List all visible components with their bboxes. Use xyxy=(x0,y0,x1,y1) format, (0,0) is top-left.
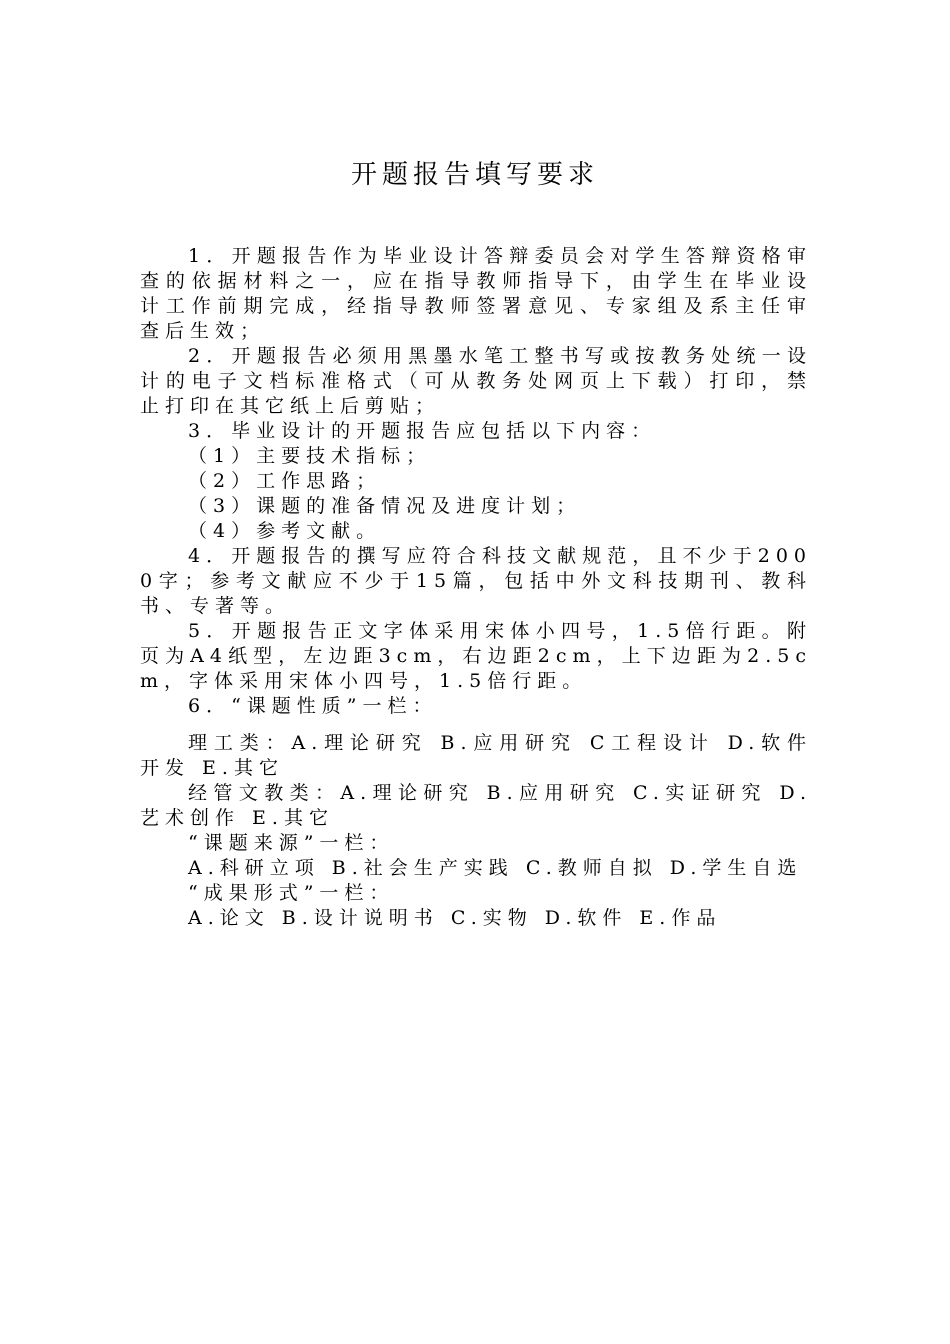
document-body xyxy=(140,244,812,931)
page-title: 开题报告填写要求 xyxy=(350,160,599,190)
requirement-5: 5．开题报告正文字体采用宋体小四号，1.5倍行距。附页为A4纸型，左边距3cm，右边距2cm，上下边距为2.5cm，字体采用宋体小四号，1.5倍行距。 xyxy=(140,620,812,692)
requirement-1: 1．开题报告作为毕业设计答辩委员会对学生答辩资格审查的依据材料之一，应在指导教师指导下，由学生在毕业设计工作前期完成，经指导教师签署意见、专家组及系主任审查后生效； xyxy=(140,245,812,342)
requirement-4: 4．开题报告的撰写应符合科技文献规范，且不少于2000字；参考文献应不少于15篇，包括中外文科技期刊、教科书、专著等。 xyxy=(140,545,812,617)
content-item-4: （4）参考文献。 xyxy=(188,520,382,542)
requirement-2: 2．开题报告必须用黑墨水笔工整书写或按教务处统一设计的电子文档标准格式（可从教务处网页上下载）打印，禁止打印在其它纸上后剪贴； xyxy=(140,345,812,417)
result-heading: “成果形式”一栏： xyxy=(188,882,395,904)
content-item-2: （2）工作思路； xyxy=(188,470,382,492)
nature-science: 理工类：A.理论研究 B.应用研究 C工程设计 D.软件开发 E.其它 xyxy=(140,732,812,779)
content-item-3: （3）课题的准备情况及进度计划； xyxy=(188,495,582,517)
nature-management: 经管文教类：A.理论研究 B.应用研究 C.实证研究 D.艺术创作 E.其它 xyxy=(140,782,812,829)
requirement-3: 3．毕业设计的开题报告应包括以下内容： xyxy=(188,420,657,442)
content-item-1: （1）主要技术指标； xyxy=(188,445,432,467)
source-options: A.科研立项 B.社会生产实践 C.教师自拟 D.学生自选 xyxy=(188,857,803,879)
requirement-6: 6．“课题性质”一栏： xyxy=(188,695,438,717)
result-options: A.论文 B.设计说明书 C.实物 D.软件 E.作品 xyxy=(188,907,722,929)
source-heading: “课题来源”一栏： xyxy=(188,832,395,854)
